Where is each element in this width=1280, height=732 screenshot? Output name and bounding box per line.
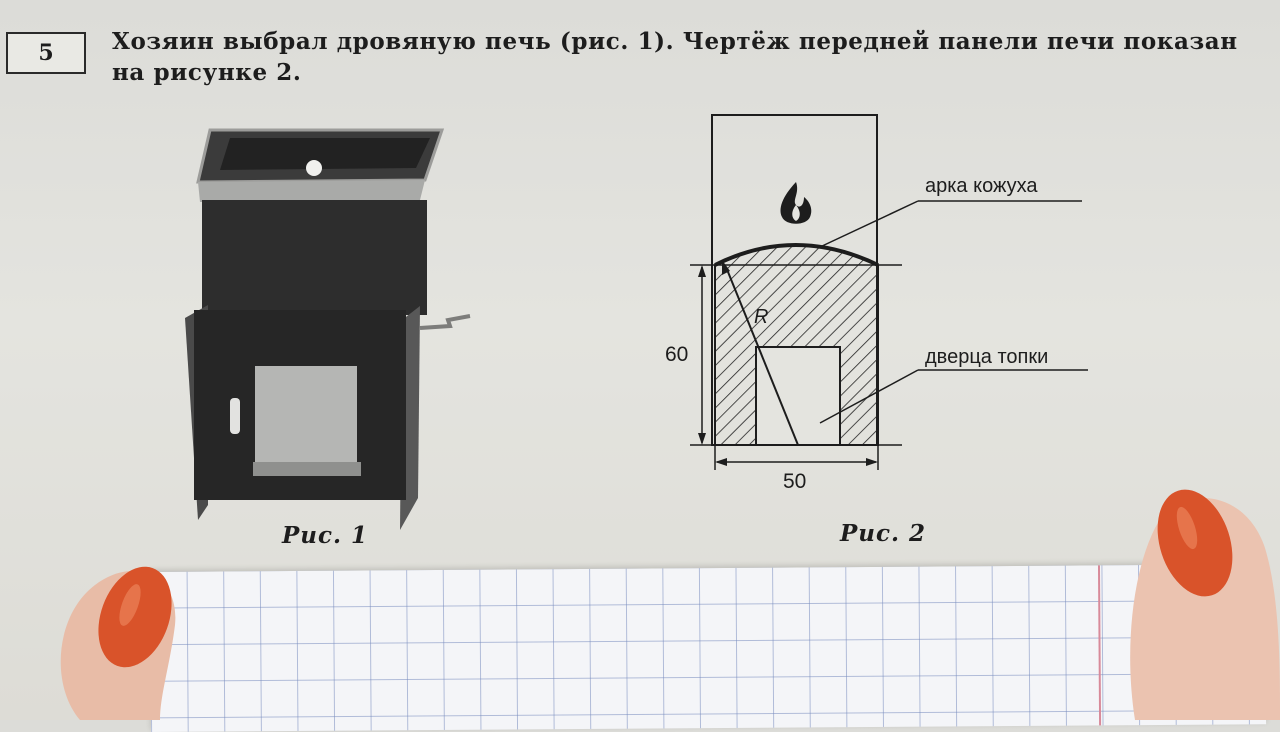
label-door: дверца топки — [925, 346, 1049, 368]
task-number-box — [6, 32, 86, 74]
arrow-left — [715, 458, 727, 466]
stove-door-sill — [253, 462, 361, 476]
problem-statement — [112, 26, 1262, 88]
stove-lid-knob — [306, 160, 322, 176]
right-finger — [1125, 488, 1280, 720]
stove-tray-rim — [198, 180, 425, 202]
stove-illustration — [180, 120, 480, 530]
stove-upper-body — [202, 200, 427, 315]
stove-door-window — [255, 366, 357, 470]
arrow-right — [866, 458, 878, 466]
figure1-caption: Рис. 1 — [282, 522, 369, 549]
stove-door-handle — [230, 398, 240, 434]
arrow-up — [698, 265, 706, 277]
stove-water-tap — [420, 316, 470, 328]
problem-line-2: на рисунке 2. — [112, 59, 302, 86]
graph-paper — [150, 564, 1266, 732]
label-height: 60 — [665, 343, 689, 366]
panel-drawing — [650, 105, 1110, 505]
label-arch: арка кожуха — [925, 175, 1038, 197]
figure2-caption: Рис. 2 — [840, 520, 927, 547]
problem-line-1: Хозяин выбрал дровяную печь (рис. 1). Чертёж передней панели печи показан — [112, 28, 1238, 55]
graph-paper-margin-line — [1098, 565, 1101, 725]
label-width: 50 — [783, 470, 807, 493]
stove-tray-opening — [220, 138, 430, 170]
fire-door — [756, 347, 840, 445]
task-number: 5 — [38, 40, 54, 66]
leader-arch — [820, 201, 918, 247]
left-finger — [40, 555, 210, 720]
arrow-down — [698, 433, 706, 445]
label-radius: R — [754, 306, 769, 328]
